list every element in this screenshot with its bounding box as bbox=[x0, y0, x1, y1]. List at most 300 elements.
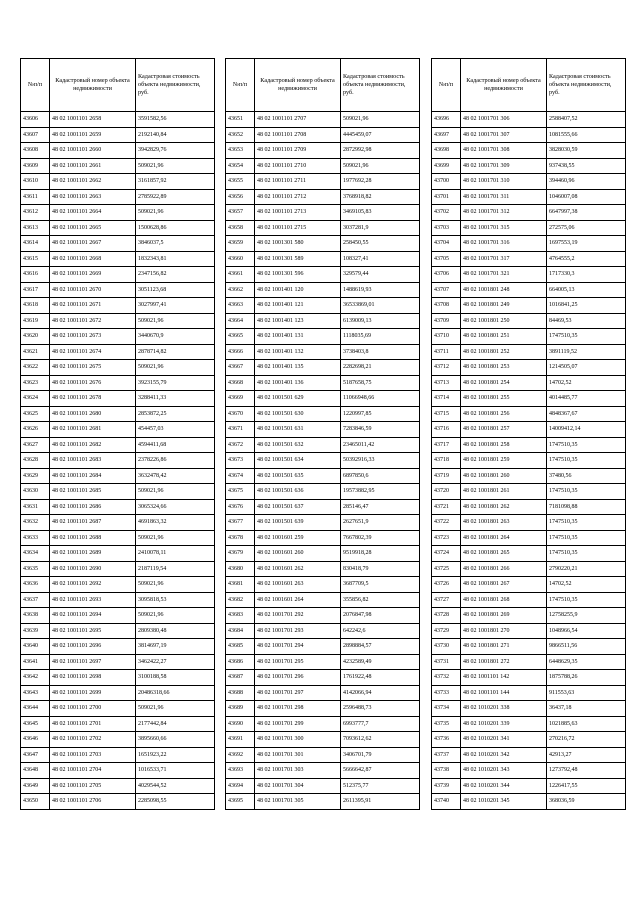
table-row bbox=[21, 406, 215, 422]
cadastral-value-cell: 1977692,28 bbox=[341, 174, 420, 190]
cadastral-number-cell: 48 02 1001501 631 bbox=[255, 422, 341, 438]
table-row bbox=[226, 530, 420, 546]
table-row bbox=[432, 546, 626, 562]
cadastral-value-cell: 37480,56 bbox=[547, 468, 626, 484]
cadastral-value-cell: 1651923,22 bbox=[136, 747, 215, 763]
row-number-cell: 43690 bbox=[226, 716, 255, 732]
table-row bbox=[226, 654, 420, 670]
row-number-cell: 43711 bbox=[432, 344, 461, 360]
cadastral-value-cell: 509021,96 bbox=[136, 360, 215, 376]
cadastral-value-cell: 2627651,9 bbox=[341, 515, 420, 531]
cadastral-number-cell: 48 02 1001701 303 bbox=[255, 763, 341, 779]
cadastral-number-cell: 48 02 1001301 580 bbox=[255, 236, 341, 252]
cadastral-value-cell: 509021,96 bbox=[136, 530, 215, 546]
cadastral-value-cell: 11066948,66 bbox=[341, 391, 420, 407]
row-number-cell: 43722 bbox=[432, 515, 461, 531]
table-row bbox=[21, 344, 215, 360]
cadastral-value-cell: 1220997,85 bbox=[341, 406, 420, 422]
header-num: №п/п bbox=[226, 59, 255, 112]
cadastral-number-cell: 48 02 1001301 596 bbox=[255, 267, 341, 283]
cadastral-value-cell: 6139009,13 bbox=[341, 313, 420, 329]
row-number-cell: 43729 bbox=[432, 623, 461, 639]
cadastral-number-cell: 48 02 1001101 2678 bbox=[50, 391, 136, 407]
cadastre-table-1 bbox=[20, 58, 215, 810]
cadastral-value-cell: 3846037,5 bbox=[136, 236, 215, 252]
cadastral-value-cell: 1747510,35 bbox=[547, 453, 626, 469]
table-row bbox=[21, 267, 215, 283]
table-row bbox=[432, 375, 626, 391]
cadastral-number-cell: 48 02 1010201 343 bbox=[461, 763, 547, 779]
row-number-cell: 43647 bbox=[21, 747, 50, 763]
cadastral-number-cell: 48 02 1001101 2706 bbox=[50, 794, 136, 810]
cadastral-number-cell: 48 02 1010201 344 bbox=[461, 778, 547, 794]
row-number-cell: 43629 bbox=[21, 468, 50, 484]
cadastral-number-cell: 48 02 1001701 295 bbox=[255, 654, 341, 670]
row-number-cell: 43733 bbox=[432, 685, 461, 701]
cadastral-value-cell: 3037281,9 bbox=[341, 220, 420, 236]
row-number-cell: 43644 bbox=[21, 701, 50, 717]
cadastral-value-cell: 270216,72 bbox=[547, 732, 626, 748]
row-number-cell: 43708 bbox=[432, 298, 461, 314]
table-row bbox=[432, 236, 626, 252]
row-number-cell: 43665 bbox=[226, 329, 255, 345]
row-number-cell: 43646 bbox=[21, 732, 50, 748]
cadastral-number-cell: 48 02 1001101 2700 bbox=[50, 701, 136, 717]
cadastral-number-cell: 48 02 1001101 2705 bbox=[50, 778, 136, 794]
cadastral-value-cell: 2898884,57 bbox=[341, 639, 420, 655]
table-row bbox=[226, 778, 420, 794]
cadastral-number-cell: 48 02 1001101 2688 bbox=[50, 530, 136, 546]
table-row bbox=[432, 344, 626, 360]
row-number-cell: 43622 bbox=[21, 360, 50, 376]
cadastral-number-cell: 48 02 1001101 2680 bbox=[50, 406, 136, 422]
cadastral-value-cell: 509021,96 bbox=[136, 205, 215, 221]
cadastral-value-cell: 14009412,14 bbox=[547, 422, 626, 438]
header-cadastral-value: Кадастровая стоимость объекта недвижимости, руб. bbox=[547, 59, 626, 112]
cadastral-value-cell: 272575,06 bbox=[547, 220, 626, 236]
table-row bbox=[21, 391, 215, 407]
cadastral-value-cell: 509021,96 bbox=[136, 608, 215, 624]
cadastral-value-cell: 5187658,75 bbox=[341, 375, 420, 391]
table-row bbox=[432, 577, 626, 593]
row-number-cell: 43726 bbox=[432, 577, 461, 593]
table-row bbox=[432, 406, 626, 422]
table-row bbox=[21, 298, 215, 314]
cadastral-value-cell: 2187119,54 bbox=[136, 561, 215, 577]
table-row bbox=[226, 189, 420, 205]
cadastral-value-cell: 4232589,49 bbox=[341, 654, 420, 670]
cadastral-value-cell: 19573882,95 bbox=[341, 484, 420, 500]
table-row bbox=[21, 484, 215, 500]
table-row bbox=[432, 143, 626, 159]
cadastral-value-cell: 329579,44 bbox=[341, 267, 420, 283]
cadastral-value-cell: 830418,79 bbox=[341, 561, 420, 577]
cadastral-number-cell: 48 02 1001101 2701 bbox=[50, 716, 136, 732]
cadastre-table-3 bbox=[431, 58, 626, 810]
row-number-cell: 43695 bbox=[226, 794, 255, 810]
row-number-cell: 43670 bbox=[226, 406, 255, 422]
table-row bbox=[432, 530, 626, 546]
cadastral-number-cell: 48 02 1001701 292 bbox=[255, 608, 341, 624]
table-row bbox=[226, 499, 420, 515]
cadastral-value-cell: 12758255,9 bbox=[547, 608, 626, 624]
cadastral-number-cell: 48 02 1001101 2672 bbox=[50, 313, 136, 329]
table-row bbox=[21, 778, 215, 794]
cadastral-number-cell: 48 02 1010201 341 bbox=[461, 732, 547, 748]
cadastral-value-cell: 2878714,82 bbox=[136, 344, 215, 360]
table-row bbox=[432, 608, 626, 624]
row-number-cell: 43693 bbox=[226, 763, 255, 779]
cadastral-value-cell: 2347156,82 bbox=[136, 267, 215, 283]
cadastral-number-cell: 48 02 1001801 271 bbox=[461, 639, 547, 655]
table-row bbox=[21, 236, 215, 252]
table-row bbox=[21, 530, 215, 546]
table-row bbox=[226, 515, 420, 531]
row-number-cell: 43636 bbox=[21, 577, 50, 593]
table-row bbox=[226, 391, 420, 407]
cadastral-value-cell: 6647997,38 bbox=[547, 205, 626, 221]
row-number-cell: 43610 bbox=[21, 174, 50, 190]
cadastral-number-cell: 48 02 1001701 315 bbox=[461, 220, 547, 236]
row-number-cell: 43658 bbox=[226, 220, 255, 236]
table-row bbox=[432, 267, 626, 283]
cadastral-number-cell: 48 02 1001401 123 bbox=[255, 313, 341, 329]
row-number-cell: 43632 bbox=[21, 515, 50, 531]
table-row bbox=[226, 313, 420, 329]
table-row bbox=[226, 220, 420, 236]
table-row bbox=[21, 375, 215, 391]
cadastral-value-cell: 664005,13 bbox=[547, 282, 626, 298]
table-row bbox=[226, 639, 420, 655]
cadastral-number-cell: 48 02 1001101 2664 bbox=[50, 205, 136, 221]
row-number-cell: 43691 bbox=[226, 732, 255, 748]
cadastral-number-cell: 48 02 1001101 2658 bbox=[50, 112, 136, 128]
cadastral-value-cell: 1875788,26 bbox=[547, 670, 626, 686]
table-row bbox=[226, 623, 420, 639]
table-row bbox=[432, 670, 626, 686]
table-row bbox=[432, 298, 626, 314]
row-number-cell: 43667 bbox=[226, 360, 255, 376]
table-header-row bbox=[432, 59, 626, 112]
table-row bbox=[432, 251, 626, 267]
cadastral-number-cell: 48 02 1001101 2690 bbox=[50, 561, 136, 577]
cadastral-value-cell: 2282698,21 bbox=[341, 360, 420, 376]
cadastral-value-cell: 509021,96 bbox=[136, 158, 215, 174]
cadastral-number-cell: 48 02 1001101 2707 bbox=[255, 112, 341, 128]
cadastral-number-cell: 48 02 1001801 250 bbox=[461, 313, 547, 329]
cadastral-number-cell: 48 02 1001101 2670 bbox=[50, 282, 136, 298]
row-number-cell: 43675 bbox=[226, 484, 255, 500]
table-header-row bbox=[226, 59, 420, 112]
cadastral-value-cell: 509021,96 bbox=[136, 313, 215, 329]
cadastral-number-cell: 48 02 1001101 2671 bbox=[50, 298, 136, 314]
header-cadastral-number: Кадастровый номер объекта недвижимости bbox=[255, 59, 341, 112]
table-row bbox=[432, 437, 626, 453]
cadastral-value-cell: 2588407,52 bbox=[547, 112, 626, 128]
cadastral-number-cell: 48 02 1001101 2687 bbox=[50, 515, 136, 531]
table-row bbox=[432, 747, 626, 763]
cadastral-number-cell: 48 02 1001101 144 bbox=[461, 685, 547, 701]
cadastral-number-cell: 48 02 1001501 632 bbox=[255, 437, 341, 453]
table-row bbox=[21, 716, 215, 732]
cadastral-value-cell: 2872992,98 bbox=[341, 143, 420, 159]
cadastral-value-cell: 1226417,55 bbox=[547, 778, 626, 794]
cadastral-value-cell: 1832343,81 bbox=[136, 251, 215, 267]
row-number-cell: 43678 bbox=[226, 530, 255, 546]
table-row bbox=[432, 778, 626, 794]
table-row bbox=[432, 422, 626, 438]
cadastral-number-cell: 48 02 1001101 2673 bbox=[50, 329, 136, 345]
row-number-cell: 43736 bbox=[432, 732, 461, 748]
table-row bbox=[21, 282, 215, 298]
row-number-cell: 43689 bbox=[226, 701, 255, 717]
cadastral-value-cell: 1747510,35 bbox=[547, 530, 626, 546]
table-row bbox=[226, 298, 420, 314]
cadastral-value-cell: 3406701,79 bbox=[341, 747, 420, 763]
cadastral-value-cell: 3895660,66 bbox=[136, 732, 215, 748]
row-number-cell: 43612 bbox=[21, 205, 50, 221]
cadastral-value-cell: 3632478,42 bbox=[136, 468, 215, 484]
table-row bbox=[226, 701, 420, 717]
table-row bbox=[432, 158, 626, 174]
row-number-cell: 43676 bbox=[226, 499, 255, 515]
cadastral-number-cell: 48 02 1001601 259 bbox=[255, 530, 341, 546]
row-number-cell: 43608 bbox=[21, 143, 50, 159]
row-number-cell: 43656 bbox=[226, 189, 255, 205]
cadastral-number-cell: 48 02 1001101 2689 bbox=[50, 546, 136, 562]
row-number-cell: 43716 bbox=[432, 422, 461, 438]
table-row bbox=[432, 499, 626, 515]
table-row bbox=[21, 468, 215, 484]
cadastral-number-cell: 48 02 1001401 135 bbox=[255, 360, 341, 376]
cadastral-number-cell: 48 02 1001101 2710 bbox=[255, 158, 341, 174]
table-row bbox=[226, 592, 420, 608]
cadastral-value-cell: 258450,55 bbox=[341, 236, 420, 252]
row-number-cell: 43614 bbox=[21, 236, 50, 252]
table-row bbox=[432, 794, 626, 810]
cadastral-number-cell: 48 02 1001701 316 bbox=[461, 236, 547, 252]
cadastral-number-cell: 48 02 1010201 338 bbox=[461, 701, 547, 717]
cadastral-number-cell: 48 02 1001501 634 bbox=[255, 453, 341, 469]
row-number-cell: 43666 bbox=[226, 344, 255, 360]
row-number-cell: 43723 bbox=[432, 530, 461, 546]
cadastral-value-cell: 1273792,48 bbox=[547, 763, 626, 779]
cadastral-value-cell: 4445459,07 bbox=[341, 127, 420, 143]
cadastral-number-cell: 48 02 1001101 2662 bbox=[50, 174, 136, 190]
table-row bbox=[226, 360, 420, 376]
cadastral-number-cell: 48 02 1001401 121 bbox=[255, 298, 341, 314]
table-row bbox=[21, 251, 215, 267]
row-number-cell: 43616 bbox=[21, 267, 50, 283]
row-number-cell: 43713 bbox=[432, 375, 461, 391]
cadastral-value-cell: 2790220,21 bbox=[547, 561, 626, 577]
row-number-cell: 43618 bbox=[21, 298, 50, 314]
cadastral-value-cell: 509021,96 bbox=[136, 484, 215, 500]
row-number-cell: 43613 bbox=[21, 220, 50, 236]
header-num: №п/п bbox=[21, 59, 50, 112]
cadastral-number-cell: 48 02 1001701 321 bbox=[461, 267, 547, 283]
cadastral-value-cell: 2809380,48 bbox=[136, 623, 215, 639]
row-number-cell: 43734 bbox=[432, 701, 461, 717]
cadastral-value-cell: 355856,82 bbox=[341, 592, 420, 608]
cadastral-number-cell: 48 02 1001801 262 bbox=[461, 499, 547, 515]
row-number-cell: 43663 bbox=[226, 298, 255, 314]
table-row bbox=[432, 484, 626, 500]
table-row bbox=[21, 158, 215, 174]
cadastral-value-cell: 1747510,35 bbox=[547, 592, 626, 608]
cadastral-number-cell: 48 02 1001701 308 bbox=[461, 143, 547, 159]
table-row bbox=[432, 112, 626, 128]
row-number-cell: 43640 bbox=[21, 639, 50, 655]
cadastral-number-cell: 48 02 1001801 263 bbox=[461, 515, 547, 531]
row-number-cell: 43635 bbox=[21, 561, 50, 577]
cadastral-number-cell: 48 02 1001601 263 bbox=[255, 577, 341, 593]
row-number-cell: 43645 bbox=[21, 716, 50, 732]
row-number-cell: 43720 bbox=[432, 484, 461, 500]
row-number-cell: 43685 bbox=[226, 639, 255, 655]
table-row bbox=[21, 577, 215, 593]
cadastral-value-cell: 3591582,56 bbox=[136, 112, 215, 128]
cadastral-number-cell: 48 02 1001701 293 bbox=[255, 623, 341, 639]
table-row bbox=[21, 732, 215, 748]
table-row bbox=[21, 499, 215, 515]
table-row bbox=[432, 189, 626, 205]
cadastral-value-cell: 512375,77 bbox=[341, 778, 420, 794]
cadastral-number-cell: 48 02 1001801 260 bbox=[461, 468, 547, 484]
table-row bbox=[432, 127, 626, 143]
row-number-cell: 43679 bbox=[226, 546, 255, 562]
cadastral-value-cell: 2177442,84 bbox=[136, 716, 215, 732]
row-number-cell: 43648 bbox=[21, 763, 50, 779]
cadastral-value-cell: 3814697,19 bbox=[136, 639, 215, 655]
header-cadastral-value: Кадастровая стоимость объекта недвижимости, руб. bbox=[341, 59, 420, 112]
cadastral-number-cell: 48 02 1001701 311 bbox=[461, 189, 547, 205]
row-number-cell: 43652 bbox=[226, 127, 255, 143]
cadastral-number-cell: 48 02 1001501 639 bbox=[255, 515, 341, 531]
cadastral-value-cell: 7667802,39 bbox=[341, 530, 420, 546]
row-number-cell: 43623 bbox=[21, 375, 50, 391]
table-row bbox=[226, 608, 420, 624]
row-number-cell: 43641 bbox=[21, 654, 50, 670]
row-number-cell: 43718 bbox=[432, 453, 461, 469]
row-number-cell: 43626 bbox=[21, 422, 50, 438]
table-row bbox=[226, 763, 420, 779]
table-row bbox=[226, 406, 420, 422]
cadastral-value-cell: 937438,55 bbox=[547, 158, 626, 174]
cadastral-number-cell: 48 02 1001701 297 bbox=[255, 685, 341, 701]
cadastral-number-cell: 48 02 1001501 637 bbox=[255, 499, 341, 515]
cadastral-number-cell: 48 02 1001101 2675 bbox=[50, 360, 136, 376]
cadastral-number-cell: 48 02 1001101 2669 bbox=[50, 267, 136, 283]
cadastral-number-cell: 48 02 1001701 296 bbox=[255, 670, 341, 686]
row-number-cell: 43654 bbox=[226, 158, 255, 174]
cadastral-value-cell: 4594411,68 bbox=[136, 437, 215, 453]
header-cadastral-number: Кадастровый номер объекта недвижимости bbox=[461, 59, 547, 112]
cadastral-value-cell: 3027997,41 bbox=[136, 298, 215, 314]
row-number-cell: 43735 bbox=[432, 716, 461, 732]
row-number-cell: 43649 bbox=[21, 778, 50, 794]
cadastral-number-cell: 48 02 1001801 266 bbox=[461, 561, 547, 577]
cadastral-number-cell: 48 02 1001101 2660 bbox=[50, 143, 136, 159]
cadastral-number-cell: 48 02 1001701 301 bbox=[255, 747, 341, 763]
table-row bbox=[21, 515, 215, 531]
row-number-cell: 43724 bbox=[432, 546, 461, 562]
row-number-cell: 43606 bbox=[21, 112, 50, 128]
table-row bbox=[21, 592, 215, 608]
table-row bbox=[21, 623, 215, 639]
row-number-cell: 43719 bbox=[432, 468, 461, 484]
row-number-cell: 43730 bbox=[432, 639, 461, 655]
row-number-cell: 43642 bbox=[21, 670, 50, 686]
row-number-cell: 43634 bbox=[21, 546, 50, 562]
cadastral-number-cell: 48 02 1001801 272 bbox=[461, 654, 547, 670]
cadastral-number-cell: 48 02 1001501 629 bbox=[255, 391, 341, 407]
cadastral-value-cell: 6448629,35 bbox=[547, 654, 626, 670]
table-row bbox=[21, 174, 215, 190]
row-number-cell: 43694 bbox=[226, 778, 255, 794]
cadastral-number-cell: 48 02 1001101 2681 bbox=[50, 422, 136, 438]
cadastral-number-cell: 48 02 1001101 2692 bbox=[50, 577, 136, 593]
header-cadastral-number: Кадастровый номер объекта недвижимости bbox=[50, 59, 136, 112]
table-row bbox=[21, 127, 215, 143]
table-row bbox=[432, 282, 626, 298]
table-row bbox=[226, 205, 420, 221]
cadastral-value-cell: 1488619,93 bbox=[341, 282, 420, 298]
cadastral-number-cell: 48 02 1001801 253 bbox=[461, 360, 547, 376]
cadastral-value-cell: 285146,47 bbox=[341, 499, 420, 515]
table-row bbox=[226, 747, 420, 763]
row-number-cell: 43620 bbox=[21, 329, 50, 345]
table-row bbox=[432, 329, 626, 345]
cadastral-number-cell: 48 02 1001101 2682 bbox=[50, 437, 136, 453]
cadastral-number-cell: 48 02 1001101 2704 bbox=[50, 763, 136, 779]
cadastral-value-cell: 2378226,86 bbox=[136, 453, 215, 469]
table-row bbox=[21, 670, 215, 686]
cadastral-number-cell: 48 02 1001701 307 bbox=[461, 127, 547, 143]
cadastral-value-cell: 2076847,98 bbox=[341, 608, 420, 624]
cadastral-value-cell: 3288411,33 bbox=[136, 391, 215, 407]
cadastral-number-cell: 48 02 1001301 589 bbox=[255, 251, 341, 267]
row-number-cell: 43682 bbox=[226, 592, 255, 608]
row-number-cell: 43732 bbox=[432, 670, 461, 686]
cadastral-value-cell: 3687709,5 bbox=[341, 577, 420, 593]
row-number-cell: 43721 bbox=[432, 499, 461, 515]
cadastral-number-cell: 48 02 1001101 2661 bbox=[50, 158, 136, 174]
cadastral-number-cell: 48 02 1001801 269 bbox=[461, 608, 547, 624]
cadastral-number-cell: 48 02 1001101 2708 bbox=[255, 127, 341, 143]
table-row bbox=[21, 453, 215, 469]
cadastral-value-cell: 1747510,35 bbox=[547, 329, 626, 345]
cadastral-value-cell: 1016841,25 bbox=[547, 298, 626, 314]
cadastral-value-cell: 394460,96 bbox=[547, 174, 626, 190]
table-row bbox=[432, 360, 626, 376]
cadastral-number-cell: 48 02 1001101 2713 bbox=[255, 205, 341, 221]
table-row bbox=[21, 701, 215, 717]
row-number-cell: 43688 bbox=[226, 685, 255, 701]
table-row bbox=[432, 174, 626, 190]
cadastral-number-cell: 48 02 1001801 254 bbox=[461, 375, 547, 391]
table-row bbox=[226, 158, 420, 174]
cadastral-value-cell: 2596488,73 bbox=[341, 701, 420, 717]
cadastral-value-cell: 14702,52 bbox=[547, 577, 626, 593]
table-row bbox=[21, 747, 215, 763]
row-number-cell: 43669 bbox=[226, 391, 255, 407]
row-number-cell: 43700 bbox=[432, 174, 461, 190]
cadastral-value-cell: 1697553,19 bbox=[547, 236, 626, 252]
table-row bbox=[21, 143, 215, 159]
cadastral-number-cell: 48 02 1001101 2698 bbox=[50, 670, 136, 686]
cadastral-number-cell: 48 02 1001101 2702 bbox=[50, 732, 136, 748]
